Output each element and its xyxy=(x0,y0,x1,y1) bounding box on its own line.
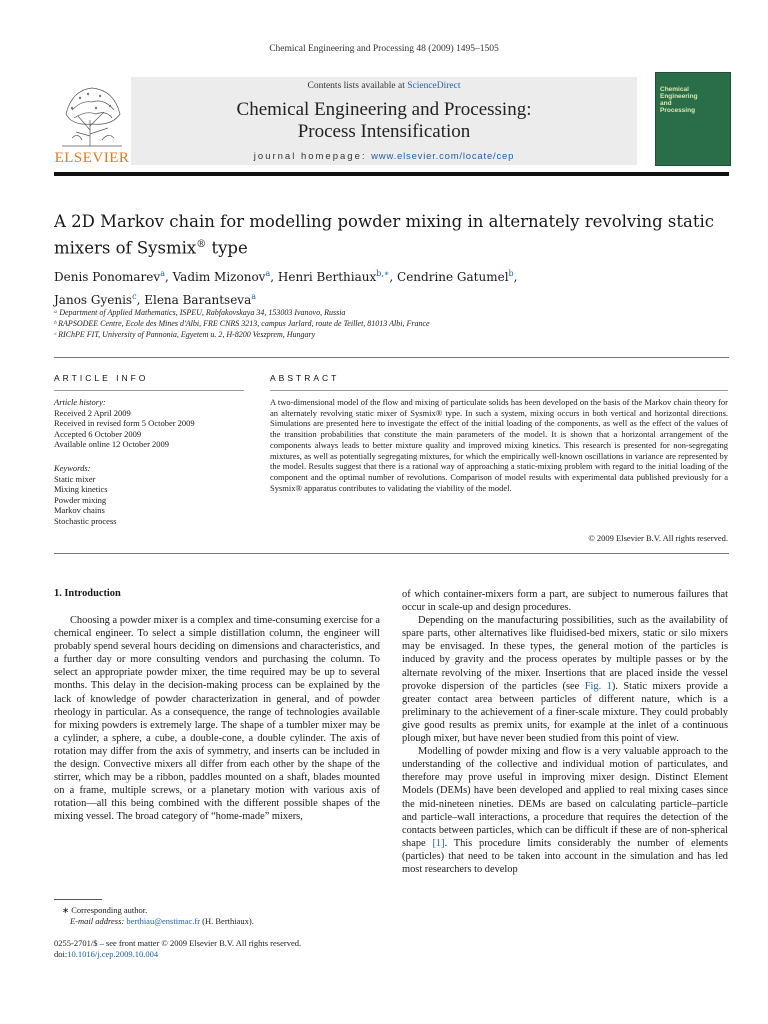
contents-prefix: Contents lists available at xyxy=(307,81,408,91)
abstract-label: ABSTRACT xyxy=(270,373,340,383)
author-affiliation-marker[interactable]: b,∗ xyxy=(376,269,390,278)
affiliation-rule xyxy=(54,357,729,358)
author: Denis Ponomarev xyxy=(54,270,161,284)
reference-link[interactable]: [1] xyxy=(432,837,445,849)
abstract-rule xyxy=(270,390,728,391)
author: Elena Barantseva xyxy=(144,293,252,307)
journal-name-line1: Chemical Engineering and Processing: xyxy=(236,99,532,120)
history-item: Accepted 6 October 2009 xyxy=(54,428,142,439)
journal-homepage xyxy=(131,151,637,162)
author: Cendrine Gatumel xyxy=(397,270,509,284)
section-heading-introduction: 1. Introduction xyxy=(54,588,121,599)
author-affiliation-marker[interactable]: a xyxy=(160,269,165,278)
article-info-rule xyxy=(54,390,244,391)
article-info-label: ARTICLE INFO xyxy=(54,373,149,383)
journal-name-line2: Process Intensification xyxy=(297,121,471,142)
keyword: Mixing kinetics xyxy=(54,484,108,495)
history-heading: Article history: xyxy=(54,397,106,407)
author-affiliation-marker[interactable]: c xyxy=(132,292,137,301)
body-paragraph: Modelling of powder mixing and flow is a very valuable approach to the understanding of the collective and individual motion of particulates, and therefore may prove useful in improving mixer design. Distinct Element Models (DEMs) have been developed and applied to real mixing cases since the mid-nineteen nineties. DEMs are based on calculating particle–particle and particle–wall interactions, a procedure that requires the detection of the contacts between particles, which can be difficult if these are of non-spherical shape [1]. This procedure limits considerably the number of elements (particles) that need to be taken into account in the simulation and has led most researchers to develop xyxy=(402,746,728,875)
abstract-text: A two-dimensional model of the flow and mixing of particulate solids has been developed on the basis of the Markov chain theory for an alternately revolving static mixer of Sysmix® type. In such a system, mixing occurs in both vertical and horizontal directions. Simulations are presented here to investigate the effect of the initial loading of the components, as well as the effect of the values of the transition probabilities that constitute the main parameters of the model. It is shown that a horizontal arrangement of the components always leads to better mixture quality and improved mixing kinetics. This research is presented for non-segregating mixtures, as well as potentially segregating mixtures, for which the empirically well-known oscillations in variance are represented by the model. Results suggest that there is a rational way of approaching a static-mixing problem with regard to the initial loading of the component and the optimal number of revolutions. Comparison of model results with experimental data published previously for a Sysmix® apparatus contributes to validating the viability of the model. xyxy=(270,397,728,493)
email-label: E-mail address: xyxy=(70,916,127,926)
body-left-column xyxy=(54,614,380,824)
journal-name xyxy=(131,99,637,143)
history-item: Received in revised form 5 October 2009 xyxy=(54,418,195,429)
keyword: Powder mixing xyxy=(54,494,107,505)
affiliation: ᵇ RAPSODEE Centre, Ecole des Mines d'Albi, FRE CNRS 3213, campus Jarlard, route de Teillet, 81013 Albi, France xyxy=(54,319,430,328)
author-affiliation-marker[interactable]: a xyxy=(265,269,271,278)
body-paragraph: Depending on the manufacturing possibilities, such as the availability of spare parts, other alternatives like fluidised-bed mixers, static or silo mixers may be envisaged. In these types, the general motion of the particles is induced by gravity and the process operates by multiple passes or by the alternate revolving of the mixer. Insertions that are placed inside the vessel provoke dispersion of the particles (see Fig. 1). Static mixers provide a greater contact area between particles of different nature, which is a preliminary to the achievement of a finer-scale mixture. They could probably give good results as premix units, for example at the inlet of a continuous plough mixer, but have never been studied from this point of view. xyxy=(402,615,728,745)
keyword: Stochastic process xyxy=(54,515,117,526)
elsevier-wordmark: ELSEVIER xyxy=(54,150,130,166)
article-title: A 2D Markov chain for modelling powder mixing in alternately revolving static mixers of Sysmix® type xyxy=(54,212,715,258)
figure-link[interactable]: Fig. 1 xyxy=(584,680,612,692)
footnote: ∗ Corresponding author. E-mail address: berthiau@enstimac.fr (H. Berthiaux). xyxy=(54,905,380,927)
body-paragraph: Choosing a powder mixer is a complex and time-consuming exercise for a chemical engineer. To select a simple distillation column, the engineer will probably spend several hours deciding on dimensions and characteristics, and a further day or more consulting vendors and purchasing the column. To select an appropriate powder mixer, the time required may be up to several months. This delay in the decision-making process can be explained by the lack of knowledge of powder characterization in general, and of powder rheology in particular. As a consequence, the range of technologies available for mixing powders is extremely large. The shape of a tumbler mixer may be a cylinder, a sphere, a cube, a double-cone, a double cylinder. The axis of rotation may differ from the axis of symmetry, and inserts can be included in the design. Convective mixers all differ from each other by the shape of the stirrer, which may be a ribbon, paddles mounted on a shaft, blades mounted on a frame, multiple screws, or a planetary motion with various axis of rotation—all this being combined with the different possible shapes of the mixing vessel. The broad category of “home-made” mixers, xyxy=(54,615,380,823)
corresponding-author-note: ∗ Corresponding author. xyxy=(62,905,148,915)
journal-cover-text: Chemical Engineering and Processing xyxy=(660,86,698,114)
homepage-link[interactable]: www.elsevier.com/locate/cep xyxy=(371,151,515,162)
keywords-heading: Keywords: xyxy=(54,462,91,473)
header-rule xyxy=(54,172,729,176)
author: Janos Gyenis xyxy=(54,293,133,307)
footnote-rule xyxy=(54,899,102,900)
front-matter: 0255-2701/$ – see front matter © 2009 Elsevier B.V. All rights reserved. doi:10.1016/j.cep.2009.10.004 xyxy=(54,938,454,960)
affiliation: ᶜ RIChPE FIT, University of Pannonia, Egyetem u. 2, H-8200 Veszprem, Hungary xyxy=(54,330,316,339)
abstract-end-rule xyxy=(54,553,729,554)
history-item: Received 2 April 2009 xyxy=(54,407,131,418)
article-info-block xyxy=(54,397,244,527)
homepage-prefix: journal homepage: xyxy=(253,151,372,162)
history-item: Available online 12 October 2009 xyxy=(54,439,170,450)
body-paragraph: of which container-mixers form a part, are subject to numerous failures that occur in scale-up and design procedures. xyxy=(402,589,728,614)
email-link[interactable]: berthiau@enstimac.fr xyxy=(126,916,201,926)
author: Vadim Mizonov xyxy=(172,270,266,284)
contents-line xyxy=(131,81,637,91)
doi-link[interactable]: 10.1016/j.cep.2009.10.004 xyxy=(67,949,159,959)
keyword: Markov chains xyxy=(54,505,105,516)
body-right-column xyxy=(402,588,728,876)
author-affiliation-marker[interactable]: b xyxy=(508,269,514,278)
author: Henri Berthiaux xyxy=(277,270,377,284)
sciencedirect-link[interactable]: ScienceDirect xyxy=(407,81,461,91)
issn-line: 0255-2701/$ – see front matter © 2009 Elsevier B.V. All rights reserved. xyxy=(54,938,302,948)
author-affiliation-marker[interactable]: a xyxy=(251,292,257,301)
author-list: Denis Ponomarev$^a$, Vadim Mizonov$^a$, Henri Berthiaux$^{b,∗}$, Cendrine Gatumel$^b$, Janos Gyenis$^c$, Elena Barantseva$^a$ xyxy=(54,269,518,307)
keyword: Static mixer xyxy=(54,473,96,484)
running-head: Chemical Engineering and Processing 48 (2009) 1495–1505 xyxy=(269,44,499,54)
abstract-copyright: © 2009 Elsevier B.V. All rights reserved. xyxy=(588,533,728,543)
affiliation: ᵃ Department of Applied Mathematics, ISPEU, Rabfakovskaya 34, 153003 Ivanovo, Russia xyxy=(54,308,346,317)
